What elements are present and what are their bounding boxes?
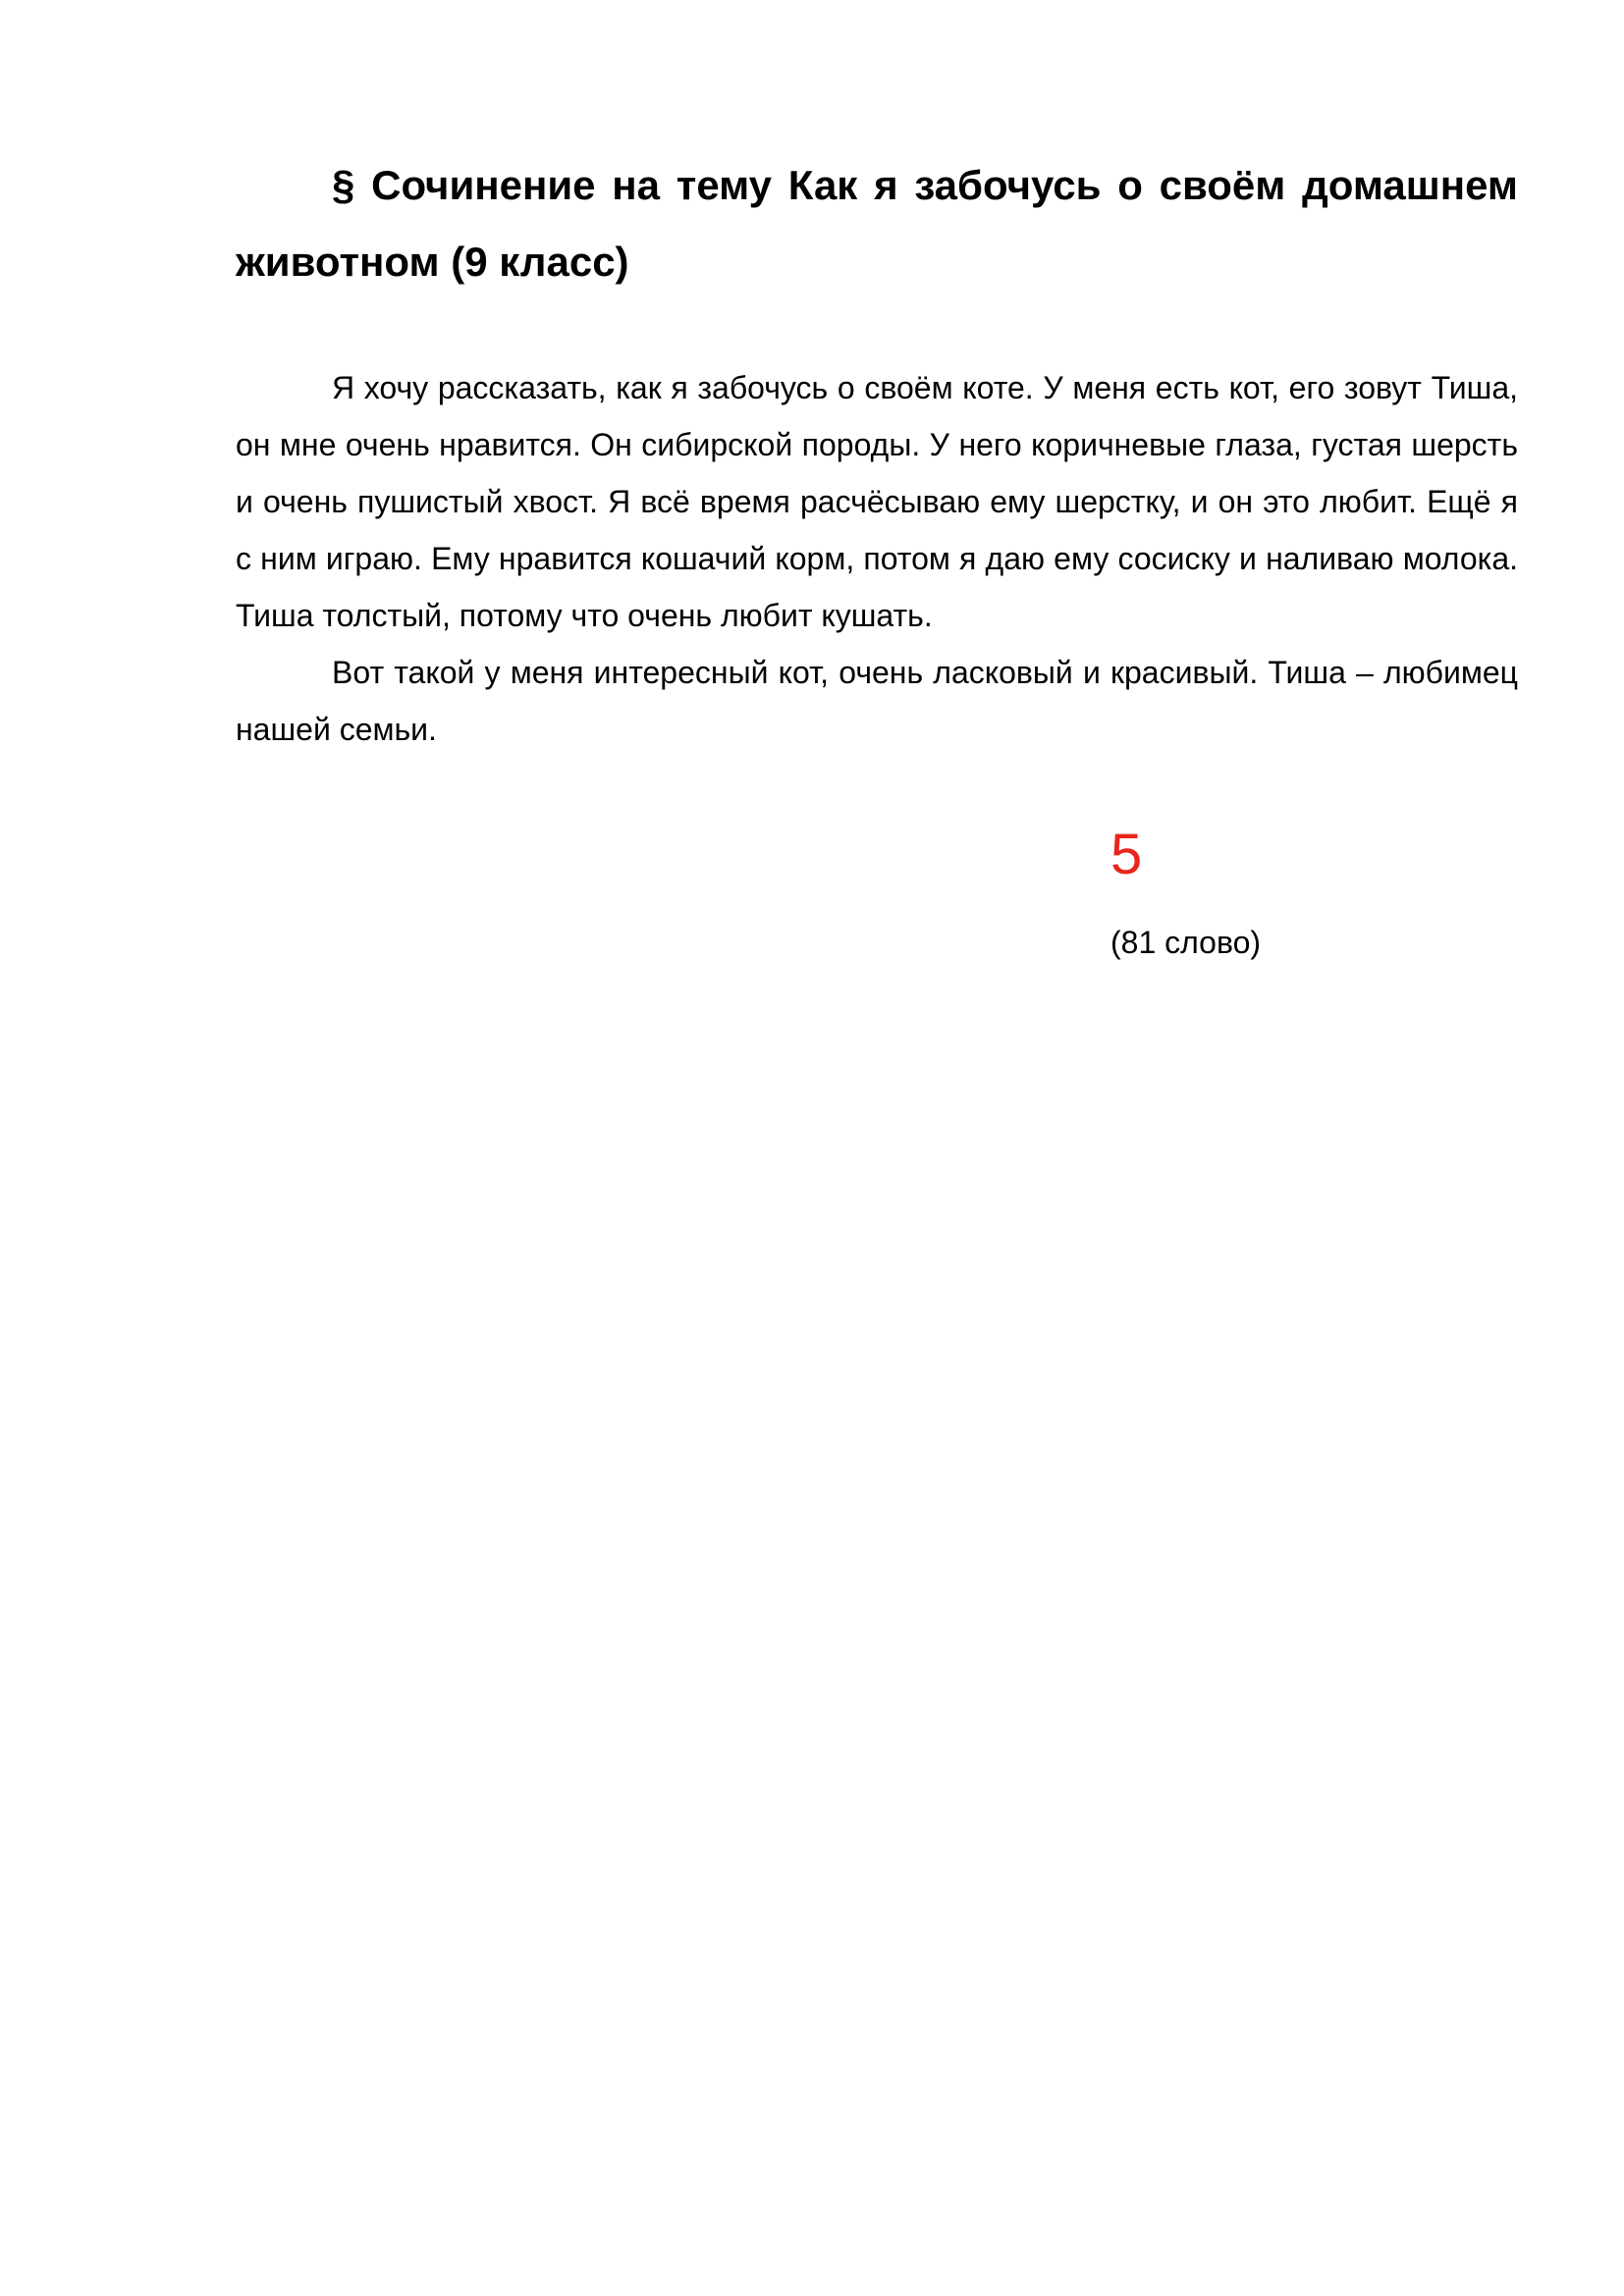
essay-paragraph-2: Вот такой у меня интересный кот, очень ласковый и красивый. Тиша – любимец нашей семьи. — [236, 655, 1518, 747]
essay-title: § Сочинение на тему Как я забочусь о своём домашнем животном (9 класс) — [236, 162, 1518, 285]
essay-paragraph-1: Я хочу рассказать, как я забочусь о своём коте. У меня есть кот, его зовут Тиша, он мне очень нравится. Он сибирской породы. У него коричневые глаза, густая шерсть и очень пушистый хвост. Я всё время расчёсываю ему шерстку, и он это любит. Ещё я с ним играю. Ему нравится кошачий корм, потом я даю ему сосиску и наливаю молока. Тиша толстый, потому что очень любит кушать. — [236, 370, 1518, 633]
essay-body — [236, 359, 1518, 758]
word-count: (81 слово) — [1110, 925, 1262, 960]
grade-mark: 5 — [1110, 823, 1143, 886]
